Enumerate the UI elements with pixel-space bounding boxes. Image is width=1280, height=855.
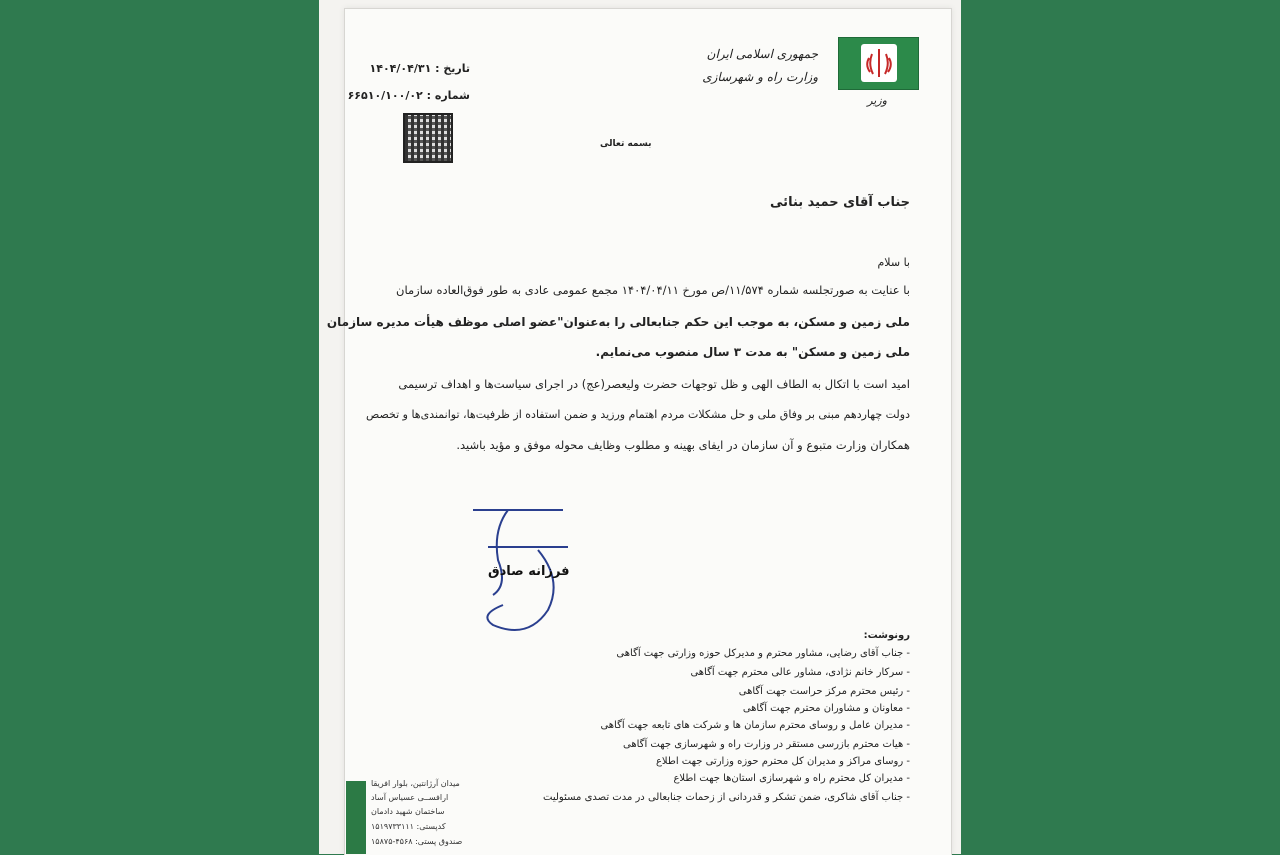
cc-item: - سرکار خانم نژادی، مشاور عالی محترم جهت آگاهی [690,667,910,678]
address-line: کدپستی: ۱۵۱۹۷۳۳۱۱۱ [371,822,446,831]
body-line: امید است با اتکال به الطاف الهی و ظل توجهات حضرت ولیعصر(عج) در اجرای سیاست‌ها و اهداف ترسیمی [398,377,910,391]
iran-emblem-logo [838,37,919,90]
footer-green-bar [346,781,366,854]
cc-item: - مدیران عامل و روسای محترم سازمان ها و شرکت های تابعه جهت آگاهی [600,720,910,731]
body-line: با عنایت به صورتجلسه شماره ۱۱/۵۷۴/ص مورخ ۱۴۰۴/۰۴/۱۱ مجمع عمومی عادی به طور فوق‌العاده سازمان [396,283,910,297]
cc-title: رونوشت: [863,630,910,641]
greeting: با سلام [877,256,910,269]
emblem-inner [861,44,897,82]
cc-item: - مدیران کل محترم راه و شهرسازی استان‌ها جهت اطلاع [673,773,910,784]
body-line: ملی زمین و مسکن، به موجب این حکم جنابعالی را به‌عنوان"عضو اصلی موظف هیأت مدیره سازمان [326,315,910,329]
body-line: دولت چهاردهم مبنی بر وفاق ملی و حل مشکلات مردم اهتمام ورزید و ضمن استفاده از ظرفیت‌ها، توانمندی‌ها و تخصص [365,408,910,421]
recipient: جناب آقای حمید بنائی [770,195,910,210]
address-line: صندوق پستی: ۴۵۶۸-۱۵۸۷۵ [371,837,463,846]
qr-code-icon [403,113,453,163]
address-line: ساختمان شهید دادمان [371,807,445,816]
address-line: ارافســی عسیاس آساد [371,793,449,802]
org-line-1: جمهوری اسلامی ایران [706,47,818,61]
address-line: میدان آرژانتین، بلوار افریقا [371,779,460,788]
emblem-icon [861,44,897,82]
signatory-name: فرزانه صادق [488,564,570,579]
minister-label: وزیر [867,94,887,107]
cc-item: - جناب آقای رضایی، مشاور محترم و مدیرکل حوزه وزارتی جهت آگاهی [616,648,910,659]
cc-item: - هیات محترم بازرسی مستقر در وزارت راه و شهرسازی جهت آگاهی [623,739,910,750]
bismillah: بسمه تعالی [600,139,652,149]
body-line: ملی زمین و مسکن" به مدت ۳ سال منصوب می‌نمایم. [595,345,910,359]
cc-item: - روسای مراکز و مدیران کل محترم حوزه وزارتی جهت اطلاع [655,756,910,767]
org-line-2: وزارت راه و شهرسازی [702,70,818,84]
letter-date: تاریخ : ۱۴۰۴/۰۴/۳۱ [369,62,470,75]
cc-item: - رئیس محترم مرکز حراست جهت آگاهی [738,686,910,697]
letter-number: شماره : ۶۶۵۱۰/۱۰۰/۰۲ [347,89,470,102]
cc-item: - معاونان و مشاوران محترم جهت آگاهی [742,703,910,714]
cc-item: - جناب آقای شاکری، ضمن تشکر و قدردانی از زحمات جنابعالی در مدت تصدی مسئولیت [543,792,910,803]
body-line: همکاران وزارت متبوع و آن سازمان در ایفای بهینه و مطلوب وظایف محوله موفق و مؤید باشید. [456,438,910,452]
